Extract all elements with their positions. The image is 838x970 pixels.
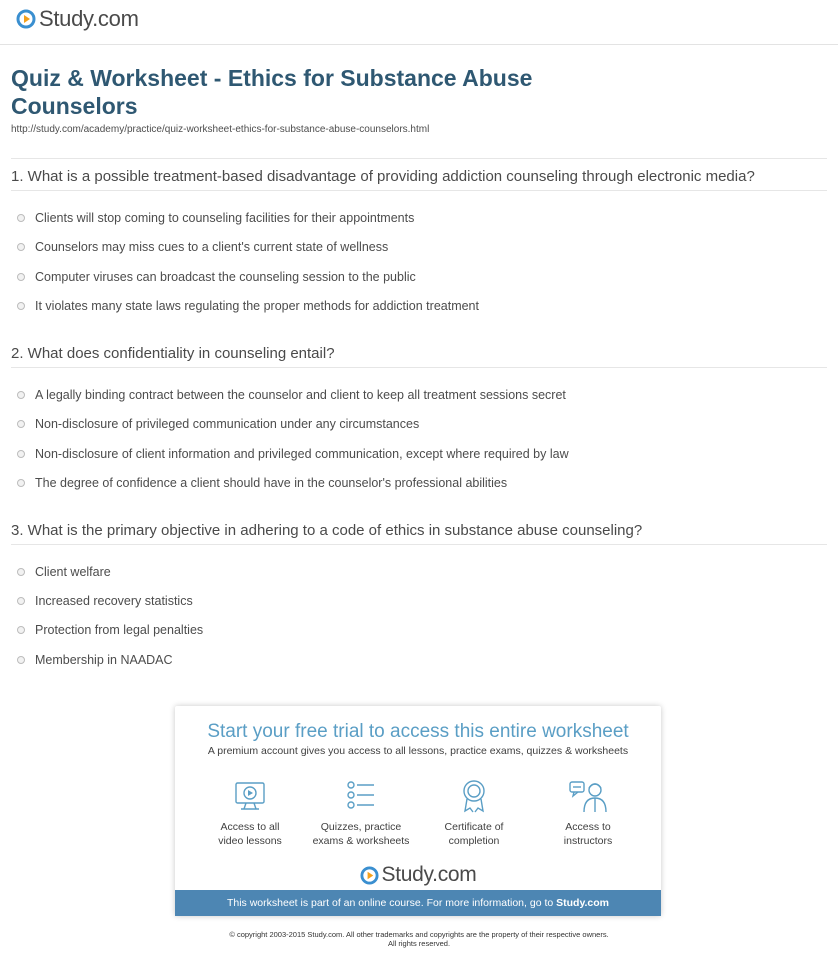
radio-button[interactable] — [17, 656, 25, 664]
copyright-line-1: © copyright 2003-2015 Study.com. All other trademarks and copyrights are the property of their respective owners. — [229, 930, 609, 939]
copyright-line-2: All rights reserved. — [387, 939, 451, 948]
free-trial-promo[interactable] — [175, 706, 661, 916]
option-label: Membership in NAADAC — [35, 653, 173, 667]
divider — [11, 544, 827, 545]
logo-text: Study.com — [39, 6, 139, 31]
radio-button[interactable] — [17, 420, 25, 428]
radio-button[interactable] — [17, 597, 25, 605]
question-3-option-3[interactable] — [17, 623, 203, 637]
option-label: Computer viruses can broadcast the counseling session to the public — [35, 270, 416, 284]
promo-title[interactable]: Start your free trial to access this entire worksheet — [207, 721, 629, 742]
radio-button[interactable] — [17, 243, 25, 251]
feature-quizzes — [306, 778, 416, 848]
promo-study-logo[interactable] — [175, 863, 661, 887]
option-label: The degree of confidence a client should have in the counselor's professional abilities — [35, 476, 508, 490]
divider — [11, 190, 827, 191]
question-1-option-4[interactable] — [17, 299, 479, 313]
radio-button[interactable] — [17, 273, 25, 281]
option-label: Non-disclosure of privileged communication under any circumstances — [35, 417, 420, 431]
feature-video-lessons — [195, 778, 305, 848]
video-lesson-icon — [232, 778, 268, 814]
radio-button[interactable] — [17, 568, 25, 576]
certificate-icon — [456, 778, 492, 814]
question-3-option-1[interactable] — [17, 565, 111, 579]
promo-footer-link[interactable]: Study.com — [556, 897, 610, 909]
study-logo-icon — [16, 9, 36, 29]
question-1-option-1[interactable] — [17, 211, 414, 225]
question-2-option-3[interactable] — [17, 447, 569, 461]
question-2-option-4[interactable] — [17, 476, 507, 490]
option-label: Client welfare — [35, 565, 111, 579]
question-1-option-3[interactable] — [17, 270, 416, 284]
study-logo[interactable] — [16, 6, 139, 32]
question-2-option-1[interactable] — [17, 388, 566, 402]
study-logo-icon — [360, 866, 379, 885]
question-2-option-2[interactable] — [17, 417, 419, 431]
question-1: 1. What is a possible treatment-based disadvantage of providing addiction counseling through electronic media? — [11, 168, 755, 185]
promo-footer — [175, 890, 661, 916]
question-3: 3. What is the primary objective in adhering to a code of ethics in substance abuse counseling? — [11, 522, 643, 539]
divider — [11, 367, 827, 368]
question-3-option-2[interactable] — [17, 594, 193, 608]
option-label: Counselors may miss cues to a client's current state of wellness — [35, 240, 389, 254]
radio-button[interactable] — [17, 391, 25, 399]
option-label: It violates many state laws regulating the proper methods for addiction treatment — [35, 299, 479, 313]
radio-button[interactable] — [17, 626, 25, 634]
option-label: A legally binding contract between the counselor and client to keep all treatment sessions secret — [35, 388, 566, 402]
instructor-icon — [568, 778, 608, 814]
option-label: Protection from legal penalties — [35, 623, 204, 637]
page-title: Quiz & Worksheet - Ethics for Substance Abuse Counselors — [11, 65, 533, 119]
question-3-option-4[interactable] — [17, 653, 173, 667]
quiz-list-icon — [343, 778, 379, 814]
divider — [11, 158, 827, 159]
radio-button[interactable] — [17, 302, 25, 310]
radio-button[interactable] — [17, 450, 25, 458]
question-1-option-2[interactable] — [17, 240, 388, 254]
feature-certificate — [419, 778, 529, 848]
page-url: http://study.com/academy/practice/quiz-worksheet-ethics-for-substance-abuse-counselors.html — [11, 124, 430, 135]
feature-label: Access to all video lessons — [218, 821, 282, 847]
option-label: Increased recovery statistics — [35, 594, 193, 608]
promo-footer-text: This worksheet is part of an online course. For more information, go to — [226, 897, 557, 909]
feature-label: Access to instructors — [563, 821, 613, 847]
feature-instructors — [533, 778, 643, 848]
question-2: 2. What does confidentiality in counseling entail? — [11, 345, 335, 362]
copyright — [0, 930, 838, 948]
promo-logo-text: Study.com — [381, 863, 477, 886]
option-label: Clients will stop coming to counseling facilities for their appointments — [35, 211, 415, 225]
radio-button[interactable] — [17, 479, 25, 487]
header-bar — [0, 0, 838, 45]
feature-label: Certificate of completion — [444, 821, 504, 847]
promo-subtitle: A premium account gives you access to all lessons, practice exams, quizzes & worksheets — [207, 745, 629, 757]
option-label: Non-disclosure of client information and privileged communication, except where required by law — [35, 447, 569, 461]
radio-button[interactable] — [17, 214, 25, 222]
feature-label: Quizzes, practice exams & worksheets — [312, 821, 410, 847]
